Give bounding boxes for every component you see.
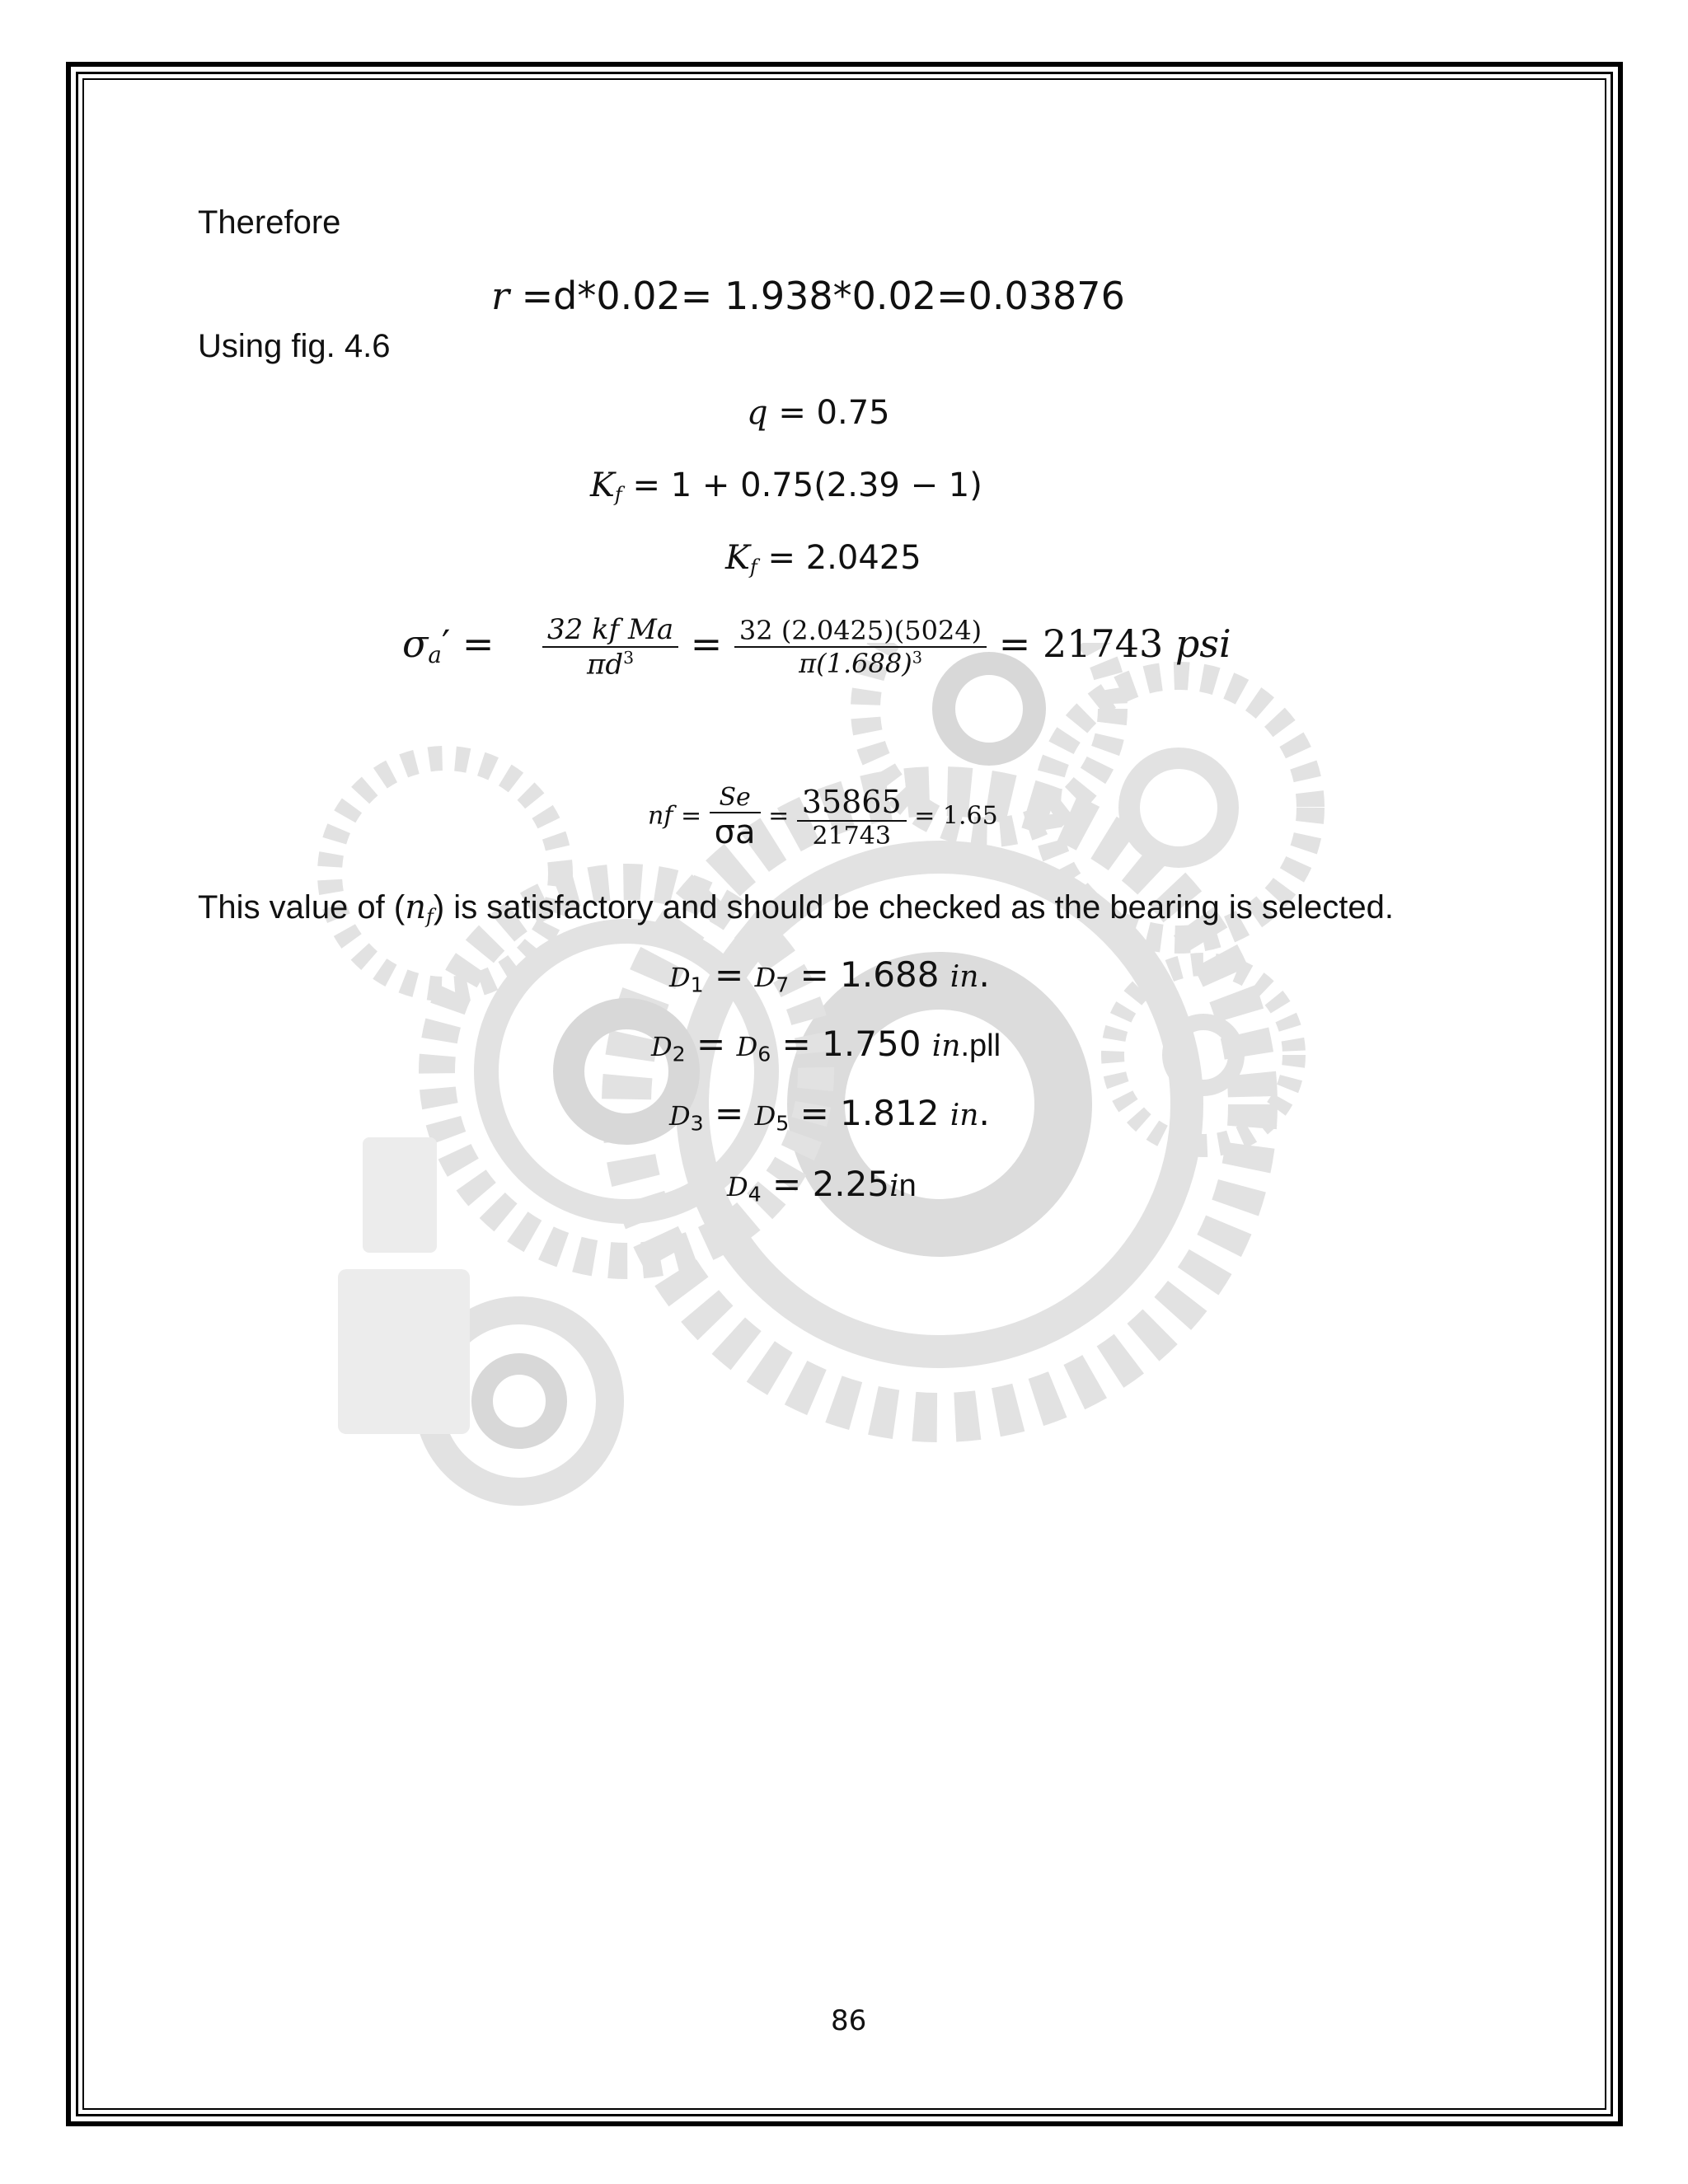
cube-exponent: 3 bbox=[912, 648, 922, 668]
equals-sign: = bbox=[768, 801, 790, 831]
stress-unit: psi bbox=[1175, 621, 1231, 667]
equals-sign: = bbox=[703, 954, 755, 995]
stress-formula-denominator: πd bbox=[586, 648, 624, 682]
d-subscript: 7 bbox=[776, 972, 790, 997]
diameter-value: = 1.750 bbox=[771, 1024, 932, 1064]
stress-substitution-denominator: π(1.688) bbox=[799, 648, 912, 680]
d-symbol: D bbox=[736, 1031, 758, 1062]
kf-subscript: f bbox=[749, 555, 757, 579]
nf-variable-subscript: f bbox=[425, 905, 434, 928]
diameter-d3-d5 bbox=[669, 1093, 990, 1135]
notch-sensitivity-equation bbox=[747, 394, 890, 432]
kf-result-value: = 2.0425 bbox=[767, 539, 921, 577]
diameter-d4 bbox=[727, 1164, 917, 1206]
stress-substitution-fraction bbox=[734, 615, 987, 679]
statement-start: This value of ( bbox=[198, 889, 406, 926]
d-subscript: 3 bbox=[690, 1111, 704, 1136]
d-symbol: D bbox=[669, 962, 691, 993]
q-symbol: q bbox=[747, 394, 768, 432]
nf-symbol: nf = bbox=[648, 801, 702, 831]
stress-result-value: = 21743 bbox=[998, 621, 1164, 667]
sigma-a-denominator: σa bbox=[714, 813, 756, 851]
d-symbol: D bbox=[754, 1100, 776, 1132]
kf-symbol: K bbox=[725, 539, 750, 577]
d-symbol: D bbox=[754, 962, 776, 993]
figure-reference: Using fig. 4.6 bbox=[198, 328, 391, 364]
fillet-radius-equation bbox=[491, 274, 1125, 318]
page-number: 86 bbox=[831, 2004, 867, 2037]
diameter-value: = 2.25 bbox=[761, 1164, 890, 1204]
diameter-tail: .pll bbox=[960, 1029, 1001, 1063]
equals-sign: = bbox=[685, 1024, 737, 1064]
kf-result bbox=[725, 539, 921, 579]
d-symbol: D bbox=[669, 1100, 691, 1132]
sigma-symbol: σ bbox=[402, 621, 429, 667]
stress-substitution-numerator: 32 (2.0425)(5024) bbox=[734, 615, 987, 648]
kf-subscript: f bbox=[614, 483, 622, 506]
nf-variable: n bbox=[405, 888, 426, 926]
r-symbol: r bbox=[491, 274, 509, 318]
statement-end: ) is satisfactory and should be checked as the bearing is selected. bbox=[433, 889, 1394, 926]
kf-expression-value: = 1 + 0.75(2.39 − 1) bbox=[632, 466, 982, 504]
se-numerator: Se bbox=[710, 783, 761, 813]
safety-factor-value: = 1.65 bbox=[914, 801, 998, 831]
d-subscript: 4 bbox=[748, 1182, 762, 1207]
fillet-radius-value: =d*0.02= 1.938*0.02=0.03876 bbox=[521, 274, 1125, 318]
d-subscript: 6 bbox=[757, 1042, 771, 1066]
diameter-value: = 1.688 bbox=[789, 954, 950, 995]
diameter-tail: . bbox=[978, 1093, 990, 1133]
satisfactory-statement bbox=[198, 888, 1394, 928]
numeric-fraction bbox=[797, 784, 907, 851]
stress-formula-fraction bbox=[542, 613, 678, 681]
kf-symbol: K bbox=[590, 466, 615, 504]
therefore-label: Therefore bbox=[198, 204, 341, 241]
stress-formula-numerator: 32 kf Ma bbox=[542, 613, 678, 648]
d-subscript: 2 bbox=[672, 1042, 686, 1066]
diameter-unit: in bbox=[950, 960, 979, 994]
diameter-tail: n bbox=[898, 1169, 917, 1203]
alternating-stress-equation bbox=[402, 613, 1231, 681]
cube-exponent: 3 bbox=[623, 648, 635, 668]
sigma-subscript: a bbox=[428, 641, 442, 669]
d-subscript: 1 bbox=[690, 972, 704, 997]
d-symbol: D bbox=[651, 1031, 673, 1062]
endurance-limit-value: 35865 bbox=[797, 784, 907, 822]
diameter-unit: in bbox=[950, 1099, 979, 1132]
safety-factor-equation bbox=[648, 783, 998, 851]
diameter-unit: in bbox=[931, 1029, 961, 1063]
diameter-d1-d7 bbox=[669, 954, 990, 996]
sigma-prime-equals: ′ = bbox=[441, 621, 495, 667]
equals-sign: = bbox=[690, 621, 723, 667]
d-subscript: 5 bbox=[776, 1111, 790, 1136]
diameter-unit: i bbox=[889, 1169, 899, 1203]
diameter-tail: . bbox=[978, 954, 990, 995]
d-symbol: D bbox=[727, 1171, 748, 1202]
se-over-sigma-fraction bbox=[710, 783, 761, 851]
equals-sign: = bbox=[703, 1093, 755, 1133]
q-value: = 0.75 bbox=[778, 394, 890, 432]
diameter-value: = 1.812 bbox=[789, 1093, 950, 1133]
kf-expression bbox=[590, 466, 982, 506]
diameter-d2-d6 bbox=[651, 1024, 1001, 1066]
alternating-stress-value: 21743 bbox=[812, 822, 891, 851]
